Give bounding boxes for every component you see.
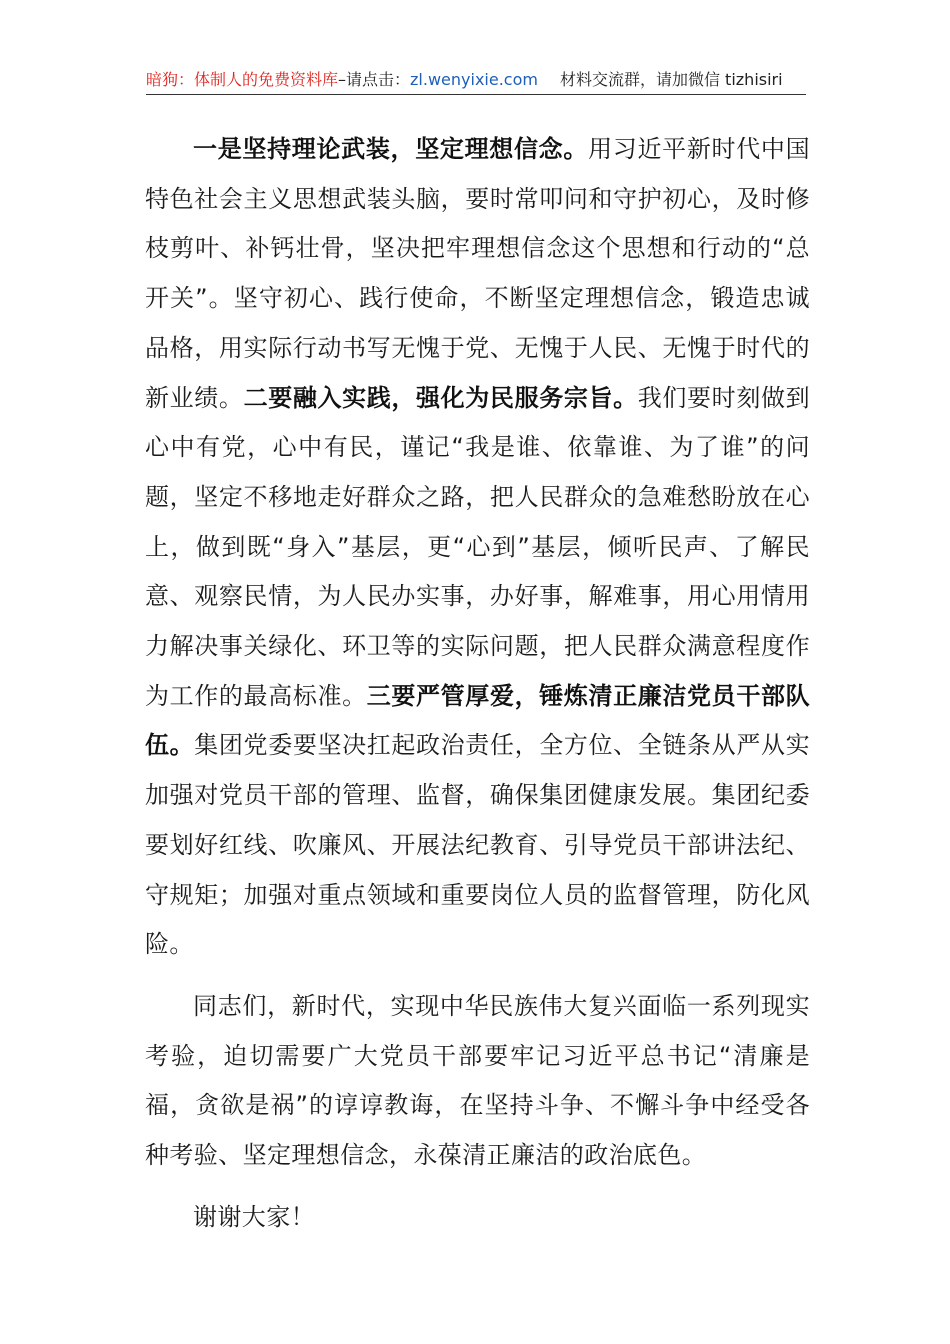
header-link[interactable]: zl.wenyixie.com <box>410 70 538 89</box>
closing-text: 谢谢大家！ <box>193 1202 315 1231</box>
document-body <box>145 125 810 1242</box>
page-header <box>146 66 806 95</box>
header-wechat-note: 材料交流群，请加微信 tizhisiri <box>559 70 783 89</box>
point-one-heading: 一是坚持理论武装，坚定理想信念。 <box>193 135 589 163</box>
paragraph-closing <box>145 1193 810 1243</box>
paragraph-key-points <box>145 125 810 970</box>
point-two-text: 我们要时刻做到心中有党，心中有民，谨记“我是谁、依靠谁、为了谁”的问题，坚定不移地走好群众之路，把人民群众的急难愁盼放在心上，做到既“身入”基层，更“心到”基层，倾听民声、了解民意、观察民情，为人民办实事，办好事，解难事，用心用情用力解决事关绿化、环卫等的实际问题，把人民群众满意程度作为工作的最高标准。 <box>145 383 810 710</box>
paragraph-conclusion <box>145 982 810 1181</box>
point-three-heading: 三要严管厚爱，锤炼清正廉洁党员干部队伍。 <box>145 681 810 760</box>
point-three-text: 集团党委要坚决扛起政治责任，全方位、全链条从严从实加强对党员干部的管理、监督，确保集团健康发展。集团纪委要划好红线、吹廉风、开展法纪教育、引导党员干部讲法纪、守规矩；加强对重点领域和重要岗位人员的监督管理，防化风险。 <box>145 731 810 959</box>
header-brand: 暗狗：体制人的免费资料库 <box>146 70 339 89</box>
point-one-text: 用习近平新时代中国特色社会主义思想武装头脑，要时常叩问和守护初心，及时修枝剪叶、补钙壮骨，坚决把牢理想信念这个思想和行动的“总开关”。坚守初心、践行使命，不断坚定理想信念，锻造忠诚品格，用实际行动书写无愧于党、无愧于人民、无愧于时代的新业绩。 <box>145 135 810 412</box>
point-two-heading: 二要融入实践，强化为民服务宗旨。 <box>243 383 638 412</box>
header-cta: –请点击： <box>338 70 411 89</box>
conclusion-text: 同志们，新时代，实现中华民族伟大复兴面临一系列现实考验，迫切需要广大党员干部要牢记习近平总书记“清廉是福，贪欲是祸”的谆谆教诲，在坚持斗争、不懈斗争中经受各种考验、坚定理想信念，永葆清正廉洁的政治底色。 <box>145 991 810 1170</box>
